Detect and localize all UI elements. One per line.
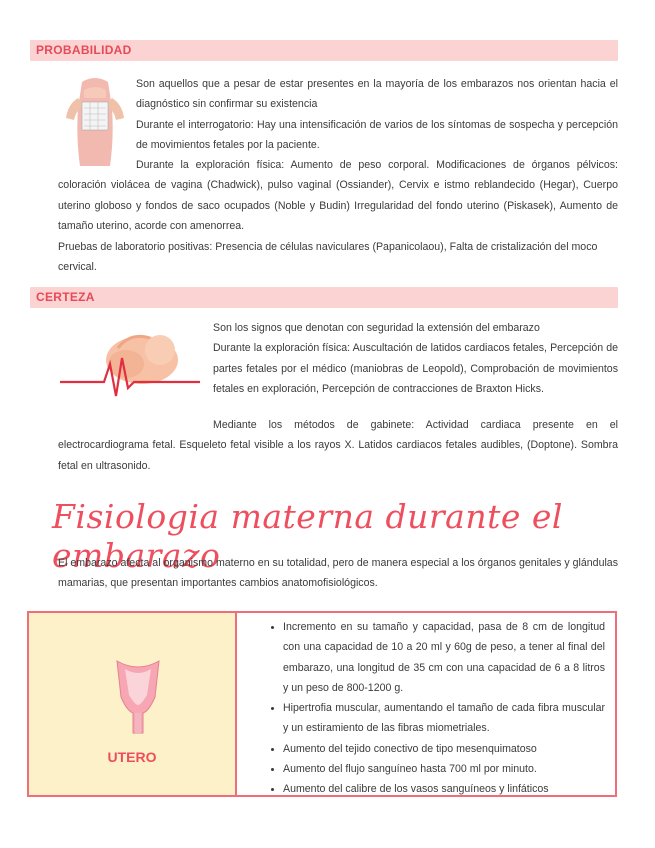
list-item: • Hipertrofia muscular, aumentando el tamaño de cada fibra muscular y un estiramiento de las fibras miometriales. — [283, 698, 605, 739]
certeza-text-bottom — [58, 415, 618, 476]
probabilidad-text-bottom — [58, 155, 618, 277]
probabilidad-exploracion: Durante la exploración física: Aumento de peso corporal. Modificaciones de órganos pélvicos: coloración violácea de vagina (Chadwick), pulso vaginal (Ossiander), Cervix e istmo reblandecido (Hegar), Cuerpo uterino globoso y fondos de saco ocupados (Noble y Budin) Irregularidad del fondo uterino (Piskasek), Aumento de tamaño uterino, acorde con amenorrea. — [58, 159, 618, 233]
utero-changes — [237, 613, 615, 795]
list-item: • Aumento del tejido conectivo de tipo mesenquimatoso — [283, 739, 605, 759]
certeza-heading: CERTEZA — [36, 290, 95, 304]
certeza-exploracion: Durante la exploración física: Auscultación de latidos cardiacos fetales, Percepción de partes fetales por el médico (maniobras de Leopold), Comprobación de movimientos fetales en exploración, Percepción de contracciones de Braxton Hicks. — [213, 342, 618, 396]
utero-table — [27, 611, 617, 797]
certeza-text-top — [213, 318, 618, 400]
uterus-icon — [113, 657, 163, 737]
list-item: • Aumento del flujo sanguíneo hasta 700 ml por minuto. — [283, 759, 605, 779]
certeza-gabinete: Mediante los métodos de gabinete: Actividad cardiaca presente en el electrocardiograma fetal. Esqueleto fetal visible a los rayos X. Latidos cardiacos fetales audibles, (Doptone). Sombra fetal en ultrasonido. — [58, 419, 618, 472]
utero-change-list — [237, 613, 615, 800]
certeza-definition: Son los signos que denotan con seguridad la extensión del embarazo — [213, 322, 540, 334]
utero-cell — [29, 613, 237, 795]
probabilidad-text-top — [136, 74, 618, 156]
fisiologia-title: Fisiologia materna durante el embarazo — [52, 497, 563, 575]
fisiologia-intro-text: El embarazo afecta al organismo materno en su totalidad, pero de manera especial a los órganos genitales y glándulas mamarias, que presentan importantes cambios anatomofisiológicos. — [58, 557, 618, 590]
list-item: • Incremento en su tamaño y capacidad, pasa de 8 cm de longitud con una capacidad de 10 a 20 ml y 60g de peso, a tener al final del embarazo, una longitud de 35 cm con una capacidad de 6 a 8 litros y un peso de 800-1200 g. — [283, 617, 605, 698]
probabilidad-heading: PROBABILIDAD — [36, 43, 132, 57]
fisiologia-intro — [58, 553, 618, 594]
utero-label: UTERO — [107, 749, 157, 765]
fetus-heartbeat-illustration — [60, 328, 200, 408]
probabilidad-definition: Son aquellos que a pesar de estar presentes en la mayoría de los embarazos nos orientan hacia el diagnóstico sin confirmar su existencia — [136, 78, 618, 111]
probabilidad-laboratorio: Pruebas de laboratorio positivas: Presencia de células naviculares (Papanicolaou), Falta de cristalización del moco cervical. — [58, 240, 598, 274]
certeza-heading-bar — [30, 287, 618, 308]
probabilidad-heading-bar — [30, 40, 618, 61]
pregnancy-test-illustration — [60, 68, 130, 168]
probabilidad-interrogatorio: Durante el interrogatorio: Hay una intensificación de varios de los síntomas de sospecha y percepción de movimientos fetales por la paciente. — [136, 118, 618, 152]
list-item: • Aumento del calibre de los vasos sanguíneos y linfáticos — [283, 779, 605, 799]
